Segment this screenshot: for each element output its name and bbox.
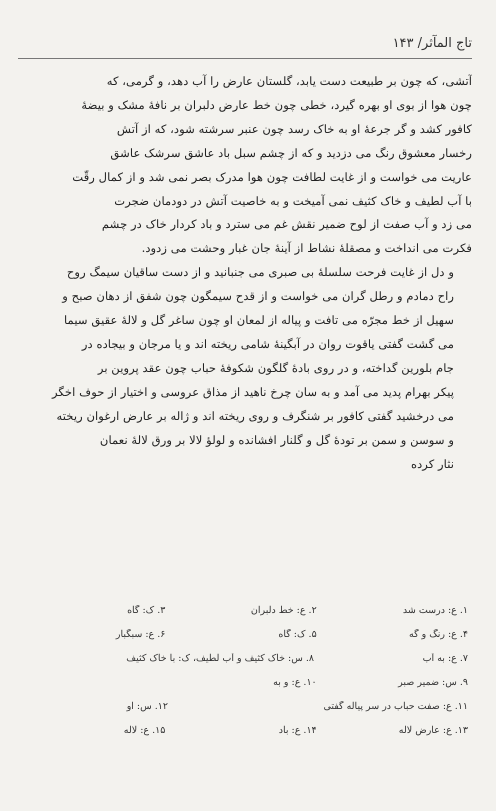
footnote: ۱۰. ع: و به	[273, 676, 317, 688]
footnote-row	[18, 694, 472, 718]
text-line: فکرت می انداخت و مصقلهٔ نشاط از آینهٔ جان غبار وحشت می زدود.	[141, 241, 472, 256]
footnote: ۲. ع: خط دلبران	[250, 604, 317, 616]
header-rule	[18, 58, 472, 59]
text-line: سهیل از خط مجرّه می تافت و پیاله از لمعان او چون ساغر گل و لالهٔ عقیق سیما	[64, 313, 454, 328]
text-line: با آب لطیف و خاک کثیف نمی آمیخت و به خاصیت آتش در دودمان ضجرت	[114, 193, 472, 208]
paragraph-1	[18, 70, 472, 261]
footnote: ۱۴. ع: باد	[278, 724, 317, 736]
text-line: چون هوا از بوی او بهره گیرد، خطی چون خط عارض دلبران بر نافهٔ مشک و بیضهٔ	[81, 97, 472, 112]
footnote-row	[18, 598, 472, 622]
text-line: نثار کرده	[410, 456, 454, 471]
text-line: می گشت گفتی یاقوت روان در آبگینهٔ شامی ریخته اند و یا مرجان و بیجاده در	[81, 336, 454, 351]
footnote: ۷. ع: به آب	[422, 652, 468, 664]
footnote: ۱۳. ع: عارض لاله	[398, 724, 468, 736]
page-header	[18, 32, 472, 54]
text-line: کافور کشد و گر جرعهٔ او به خاک رسد چون عنبر سرشته شود، که از آتش	[116, 121, 472, 136]
footnote-row	[18, 718, 472, 742]
footnote: ۸. س: خاک کثیف و آب لطیف، ک: با خاک کثیف	[126, 652, 314, 664]
text-line: رخسار معشوق رنگ می دزدید و که از چشم سبل باد عاشق سرشک عاشق	[110, 145, 472, 160]
text-line: می زد و آب صفت از لوح ضمیر نقش غم می سترد و باد کردار خاک در چشم	[101, 217, 472, 232]
text-line: و سوسن و سمن بر تودهٔ گل و گلنار افشانده و لولؤ لالا بر ورق لالهٔ نعمان	[99, 432, 454, 447]
footnote: ۹. س: ضمیر صبر	[398, 676, 468, 688]
footnote: ۱۵. ع: لاله	[123, 724, 166, 736]
footnotes	[18, 598, 472, 742]
footnote-row	[18, 670, 472, 694]
text-line: جام بلورین گداخته، و در روی بادهٔ گلگون شکوفهٔ حباب چون عقد پروین بر	[97, 360, 454, 375]
text-line: پیکر بهرام پدید می آمد و به سان چرخ ناهید از مذاق عروسی و اختیار از حوف اخگر	[51, 384, 454, 399]
main-text	[18, 70, 472, 476]
running-title: تاج المآثر/ ۱۴۳	[392, 35, 472, 51]
footnote: ۳. ک: گاه	[127, 604, 166, 616]
footnote: ۵. ک: گاه	[278, 628, 317, 640]
paragraph-2	[18, 261, 472, 476]
footnote: ۱۲. س: او	[126, 700, 168, 712]
text-line: می درخشید گفتی کافور بر شنگرف و روی ریخته اند و ژاله بر عارض ارغوان ریخته	[56, 408, 454, 423]
text-line: و دل از غایت فرحت سلسلهٔ بی صبری می جنبانید و از دست ساقیان سیمگ روح	[66, 265, 454, 280]
footnote: ۱. ع: درست شد	[402, 604, 468, 616]
text-line: عاریت می خواست و از غایت لطافت چون هوا مدرک بصر نمی شد و از کمال رقّت	[72, 169, 472, 184]
footnote-row	[18, 646, 472, 670]
footnote-row	[18, 622, 472, 646]
text-line: آتشی، که چون بر طبیعت دست یابد، گلستان عارض را آب دهد، و گرمی، که	[106, 74, 472, 88]
footnote: ۶. ع: سبگبار	[115, 628, 166, 640]
footnote: ۱۱. ع: صفت حباب در سر پیاله گفتی	[323, 700, 468, 712]
footnote: ۴. ع: رنگ و گه	[408, 628, 468, 640]
text-line: راح دمادم و رطل گران می خواست و از قدح سیمگون چون شفق از دهان صبح و	[62, 289, 454, 304]
